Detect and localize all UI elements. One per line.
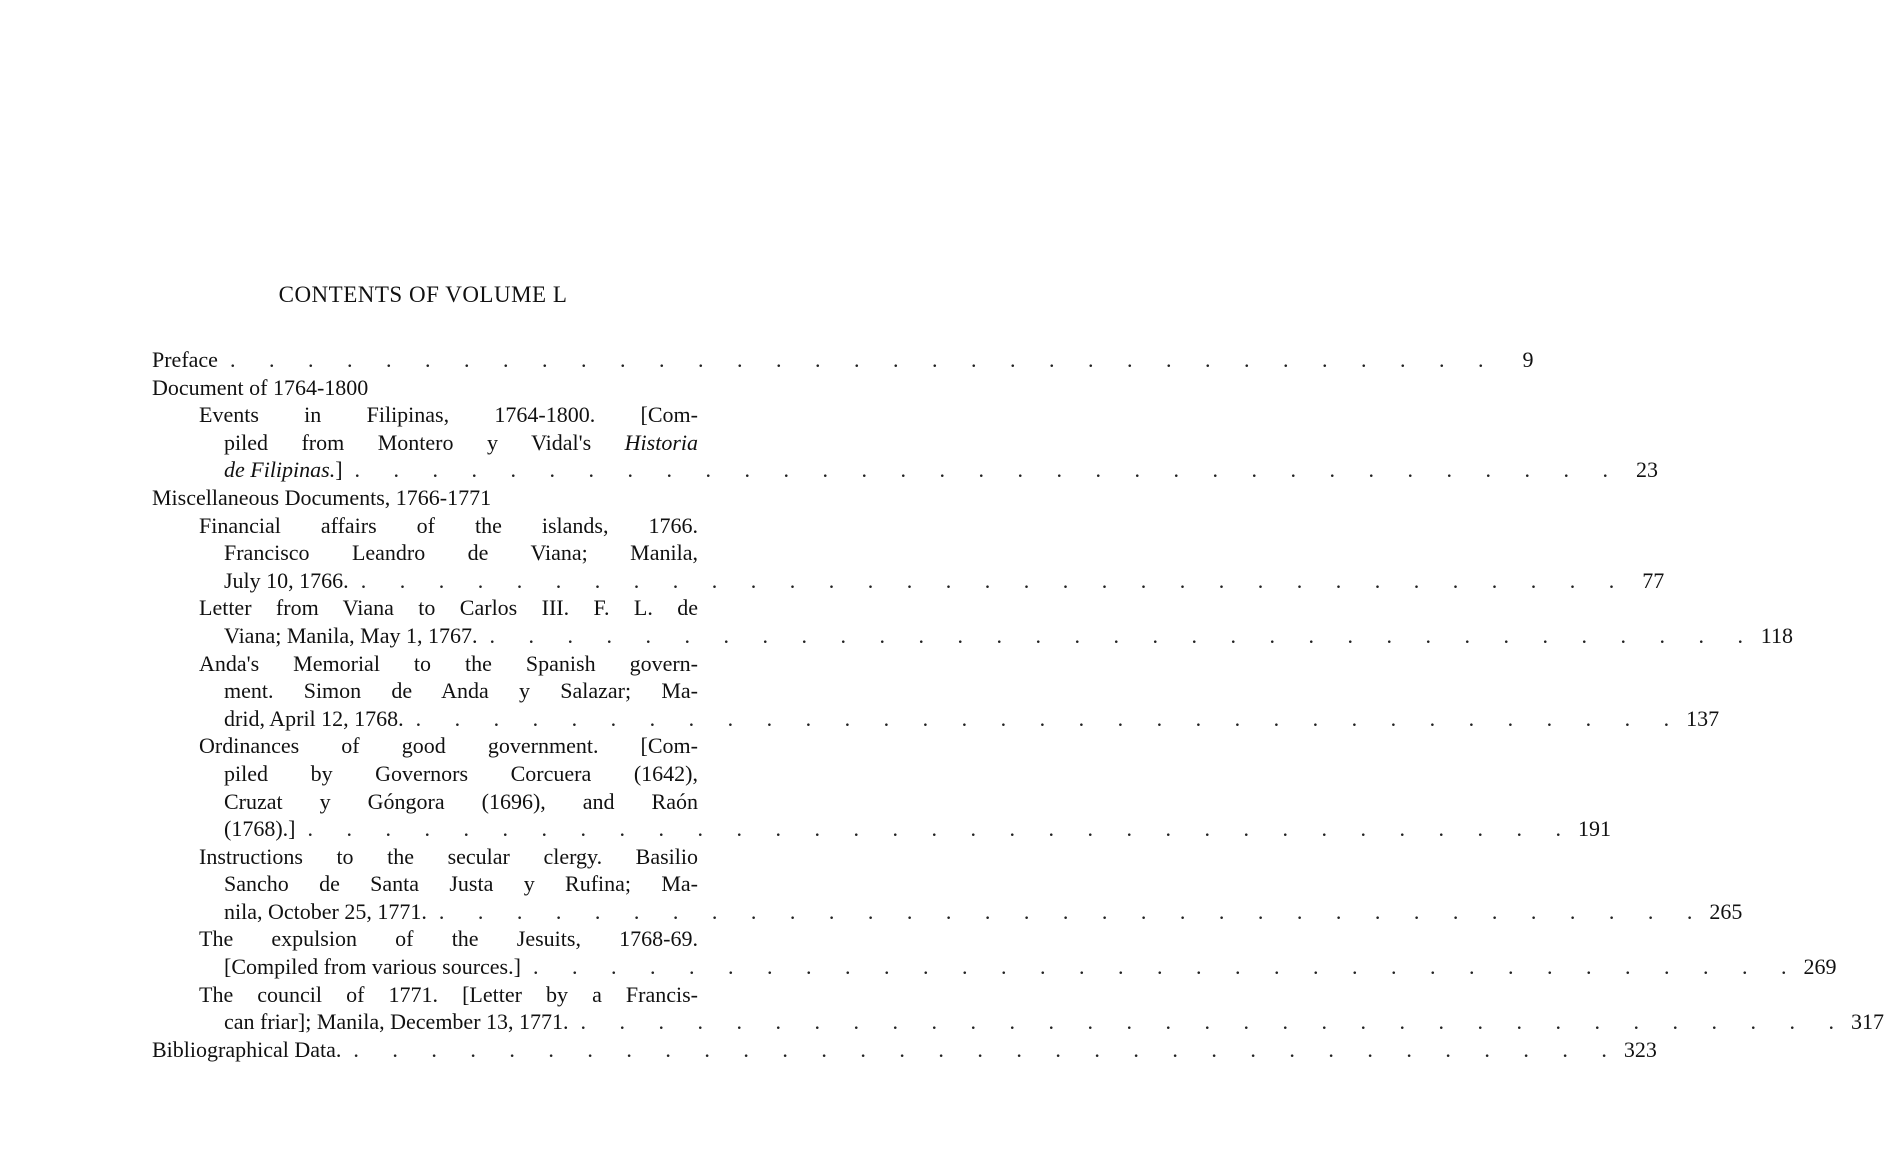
toc-entry-text: [Compiled from various sources.] [224,954,521,980]
dot-leader: . . . . . . . . . . . . . . . . . . . . . . . . . . . . . . . . . [307,816,1575,842]
toc-entry-title [224,456,343,484]
toc-page-number: 118 [1760,622,1793,648]
toc-line: Ordinances of good government. [Com- [199,733,698,759]
dot-leader: . . . . . . . . . . . . . . . . . . . . . . . . . . . . . . . . . [354,457,1623,483]
dot-leader: . . . . . . . . . . . . . . . . . . . . . . . . . . . . . . . . . [229,347,1498,372]
dot-leader: . . . . . . . . . . . . . . . . . . . . . . . . . . . . . . . . . [580,1009,1849,1035]
toc-page-number: 137 [1686,705,1720,731]
toc-page-number: 323 [1623,1036,1657,1062]
toc-line: Financial affairs of the islands, 1766. [199,512,698,538]
toc-entry-title [224,622,477,650]
dot-leader: . . . . . . . . . . . . . . . . . . . . . . . . . . . . . . . . . [415,705,1684,731]
toc-entry-title [224,953,521,981]
toc-page-number: 317 [1851,1009,1884,1035]
toc-entry-title [152,346,218,374]
toc-line [152,1008,1884,1036]
toc-entry-text: July 10, 1766. [224,567,349,593]
toc-line: The expulsion of the Jesuits, 1768-69. [199,926,698,952]
toc-line: Francisco Leandro de Viana; Manila, [224,540,698,566]
toc-entry-text: drid, April 12, 1768. [224,705,404,731]
toc-entry-title [224,705,404,733]
toc-page-number: 269 [1803,954,1837,980]
toc-entry-text: Preface [152,347,218,372]
dot-leader: . . . . . . . . . . . . . . . . . . . . . . . . . . . . . . . . . [438,898,1707,924]
toc-line: piled by Governors Corcuera (1642), [224,760,698,786]
toc-page-number: 9 [1522,347,1534,372]
toc-line [152,1036,1657,1064]
toc-entry-text: (1768).] [224,816,296,842]
toc-line [152,567,1665,595]
toc-line: Instructions to the secular clergy. Basilio [199,843,698,869]
toc-line: Events in Filipinas, 1764-1800. [Com- [199,402,698,428]
toc-line [152,705,1720,733]
toc-line [152,456,1659,484]
toc-line [152,429,698,457]
toc-line: The council of 1771. [Letter by a Francis- [199,981,698,1007]
toc-page-number: 265 [1709,898,1743,924]
toc-entry-text: Viana; Manila, May 1, 1767. [224,622,478,648]
toc-entry-text: piled from Montero y Vidal's [224,429,592,455]
toc-line [152,484,698,512]
dot-leader: . . . . . . . . . . . . . . . . . . . . . . . . . . . . . . . . . [489,622,1757,648]
toc-entry-title [224,815,295,843]
dot-leader: . . . . . . . . . . . . . . . . . . . . . . . . . . . . . . . . . [532,954,1801,980]
dot-leader: . . . . . . . . . . . . . . . . . . . . . . . . . . . . . . . . . [360,567,1629,593]
toc-line [152,622,1793,650]
toc-line: ment. Simon de Anda y Salazar; Ma- [224,678,698,704]
toc-entry-text: Miscellaneous Documents, 1766-1771 [152,484,492,510]
toc-entry-title [224,567,349,595]
toc-line [152,815,1611,843]
toc-entry-text: ] [335,457,343,483]
toc-line [152,898,1743,926]
toc-line: Letter from Viana to Carlos III. F. L. de [199,595,698,621]
toc-entry-text: Bibliographical Data. [152,1036,342,1062]
dot-leader: . . . . . . . . . . . . . . . . . . . . . . . . . . . . . . . . . [353,1036,1621,1062]
toc-entry-title [224,1008,569,1036]
toc-line [152,953,1837,981]
table-of-contents [152,346,1884,1063]
toc-entry-text: Document of 1764-1800 [152,374,369,400]
toc-line: Sancho de Santa Justa y Rufina; Ma- [224,871,698,897]
page-title: CONTENTS OF VOLUME L [278,282,568,307]
toc-entry-italic-text: Historia [624,429,699,455]
toc-entry-text: can friar]; Manila, December 13, 1771. [224,1009,569,1035]
toc-page-number: 77 [1642,567,1665,593]
toc-line: Anda's Memorial to the Spanish govern- [199,650,698,676]
toc-entry-title [152,1036,341,1064]
toc-entry-title [224,898,427,926]
toc-entry-italic-text: de Filipinas. [224,457,336,483]
toc-line [152,374,698,402]
toc-page-number: 191 [1577,816,1611,842]
toc-line [152,346,1534,374]
toc-line: Cruzat y Góngora (1696), and Raón [224,788,698,814]
toc-entry-text: nila, October 25, 1771. [224,898,427,924]
toc-page-number: 23 [1636,457,1659,483]
